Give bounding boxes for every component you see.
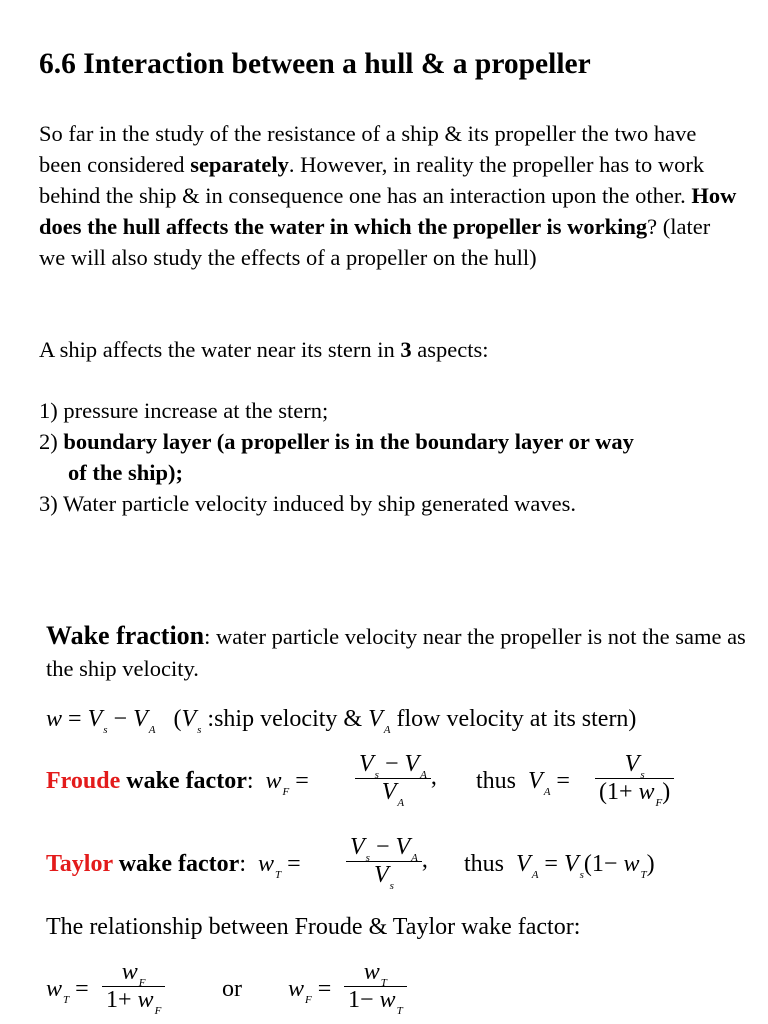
eq-sub-a: A <box>383 724 391 736</box>
froude-equals: = <box>289 768 309 794</box>
rel-sub-f: F <box>305 994 312 1006</box>
t-num-sub-s: s <box>365 852 370 864</box>
froude-thus <box>476 768 570 798</box>
taylor-sub-t: T <box>275 869 282 881</box>
t-den-sub-s: s <box>389 880 394 892</box>
eq-sub-s: s <box>197 724 202 736</box>
eq-paren: ( <box>173 706 182 732</box>
taylor-thus <box>464 851 655 881</box>
wake-fraction-heading: Wake fraction <box>46 621 205 650</box>
taylor-thus-sub-s: s <box>579 869 584 881</box>
relationship-text: The relationship between Froude & Taylor wake factor: <box>46 914 581 940</box>
taylor-thus-vs: V <box>563 851 579 877</box>
intro-text-2: . However, in reality the propeller has to work behind the ship & in consequence one has an interaction upon the other. <box>39 152 705 208</box>
page-title: 6.6 Interaction between a hull & a propeller <box>39 48 591 80</box>
rel-left-label <box>46 976 89 1006</box>
taylor-equals: = <box>281 851 301 877</box>
list-item-3: 3) Water particle velocity induced by ship generated waves. <box>39 491 576 516</box>
list-item-2-text-cont: of the ship); <box>68 460 184 485</box>
thus-den-open: (1+ <box>599 779 639 805</box>
aspects-text-2: aspects: <box>411 337 489 362</box>
froude-thus-fraction <box>595 751 674 809</box>
taylor-thus-sub-a: A <box>531 869 539 881</box>
rel-wt: w <box>46 976 63 1002</box>
taylor-numerator <box>346 834 422 864</box>
t-num-minus: − <box>369 834 396 860</box>
rel2-num-sub-t: T <box>380 977 387 989</box>
froude-colon: : <box>246 768 254 794</box>
aspects-list <box>39 395 739 519</box>
rel-one-minus: 1− <box>348 987 380 1013</box>
wake-fraction-equation <box>46 706 637 736</box>
rel-num-sub-f: F <box>138 977 146 989</box>
taylor-label-text: wake factor <box>112 851 240 877</box>
rel2-den-w: w <box>379 987 396 1013</box>
aspects-text-1: A ship affects the water near its stern in <box>39 337 401 362</box>
rel2-num-w: w <box>363 959 380 985</box>
eq-v: V <box>133 706 148 732</box>
rel-fraction-2 <box>344 959 407 1017</box>
den-sub-a: A <box>397 797 405 809</box>
rel-fraction-1-num <box>102 959 165 989</box>
rel-num-w: w <box>121 959 138 985</box>
rel-fraction-2-num <box>344 959 407 989</box>
eq-sub-s: s <box>103 724 108 736</box>
t-num-v: V <box>350 834 365 860</box>
rel-equals-1: = <box>69 976 89 1002</box>
froude-name: Froude <box>46 768 121 794</box>
taylor-fraction <box>346 834 428 892</box>
taylor-thus-text: thus <box>464 851 505 877</box>
intro-bold-separately: separately <box>190 152 289 177</box>
eq-minus: − <box>107 706 134 732</box>
rel-fraction-1-body <box>102 959 165 1017</box>
froude-fraction-body <box>355 751 431 809</box>
eq-desc-1: :ship velocity & <box>201 706 369 732</box>
thus-num-v: V <box>624 751 640 777</box>
froude-thus-numerator <box>595 751 674 781</box>
froude-thus-equals: = <box>550 768 570 794</box>
taylor-fraction-body <box>346 834 422 892</box>
taylor-thus-va: V <box>516 851 531 877</box>
rel-one-plus: 1+ <box>106 987 138 1013</box>
rel-wf: w <box>288 976 305 1002</box>
taylor-name: Taylor <box>46 851 113 877</box>
rel-fraction-2-den <box>344 986 407 1017</box>
thus-den-w: w <box>638 779 655 805</box>
intro-text-1: So far in the study of the resistance of a ship & its propeller the two have been considered <box>39 121 697 177</box>
eq-v: V <box>368 706 383 732</box>
eq-equals: = <box>62 706 88 732</box>
rel-fraction-1-den <box>102 986 165 1017</box>
rel-sub-t: T <box>63 994 70 1006</box>
num-v: V <box>359 751 374 777</box>
froude-thus-denominator <box>595 778 674 809</box>
thus-num-sub-s: s <box>640 769 645 781</box>
taylor-colon: : <box>239 851 246 877</box>
t-num-sub-a: A <box>411 852 418 864</box>
froude-thus-sub-a: A <box>543 786 551 798</box>
taylor-label <box>46 851 301 881</box>
eq-w: w <box>46 706 63 732</box>
rel-den-w: w <box>137 987 154 1013</box>
eq-sub-a: A <box>148 724 156 736</box>
aspects-count: 3 <box>400 337 412 362</box>
rel-den-sub-f: F <box>154 1005 162 1017</box>
rel-right-label <box>288 976 332 1006</box>
rel-fraction-1 <box>102 959 165 1017</box>
eq-v: V <box>87 706 103 732</box>
froude-fraction <box>355 751 437 809</box>
froude-thus-v: V <box>528 768 543 794</box>
rel2-den-sub-t: T <box>396 1005 403 1017</box>
froude-numerator <box>355 751 431 781</box>
wake-fraction-definition <box>46 620 746 685</box>
thus-den-sub-f: F <box>655 797 663 809</box>
list-item-1: 1) pressure increase at the stern; <box>39 398 329 423</box>
list-item-2-text: boundary layer (a propeller is in the boundary layer or way <box>63 429 634 454</box>
froude-sub-f: F <box>282 786 290 798</box>
taylor-rhs-open: (1− <box>583 851 624 877</box>
den-v: V <box>381 779 397 805</box>
froude-thus-text: thus <box>476 768 517 794</box>
num-v: V <box>404 751 420 777</box>
froude-comma: , <box>430 764 437 791</box>
num-minus: − <box>378 751 405 777</box>
thus-den-close: ) <box>662 779 671 805</box>
t-num-v: V <box>395 834 411 860</box>
froude-label <box>46 768 309 798</box>
rel-or: or <box>222 976 242 1002</box>
t-den-v: V <box>373 862 389 888</box>
taylor-rhs-w: w <box>623 851 640 877</box>
eq-v: V <box>181 706 197 732</box>
intro-paragraph <box>39 118 739 273</box>
froude-label-text: wake factor <box>120 768 247 794</box>
taylor-denominator <box>346 861 422 892</box>
rel-equals-2: = <box>311 976 332 1002</box>
rel-fraction-2-body <box>344 959 407 1017</box>
num-sub-s: s <box>374 769 379 781</box>
froude-denominator <box>355 778 431 809</box>
intro-bold-question: How does the hull affects the water in which the propeller is working <box>39 183 737 239</box>
froude-thus-fraction-body <box>595 751 674 809</box>
intro-text-3: ? (later we will also study the effects of a propeller on the hull) <box>39 214 711 270</box>
wake-fraction-text: : water particle velocity near the propeller is not the same as the ship velocity. <box>46 624 746 681</box>
taylor-rhs-close: ) <box>646 851 655 877</box>
taylor-rhs-sub-t: T <box>640 869 647 881</box>
list-item-2 <box>39 426 739 457</box>
list-item-2-number: 2) <box>39 429 64 454</box>
num-sub-a: A <box>420 769 427 781</box>
aspects-intro <box>39 334 739 365</box>
froude-w: w <box>265 768 282 794</box>
taylor-comma: , <box>421 847 428 874</box>
list-item-2-continuation <box>39 457 739 488</box>
eq-desc-2: flow velocity at its stern) <box>390 706 637 732</box>
taylor-thus-equals: = <box>538 851 564 877</box>
taylor-w: w <box>258 851 275 877</box>
